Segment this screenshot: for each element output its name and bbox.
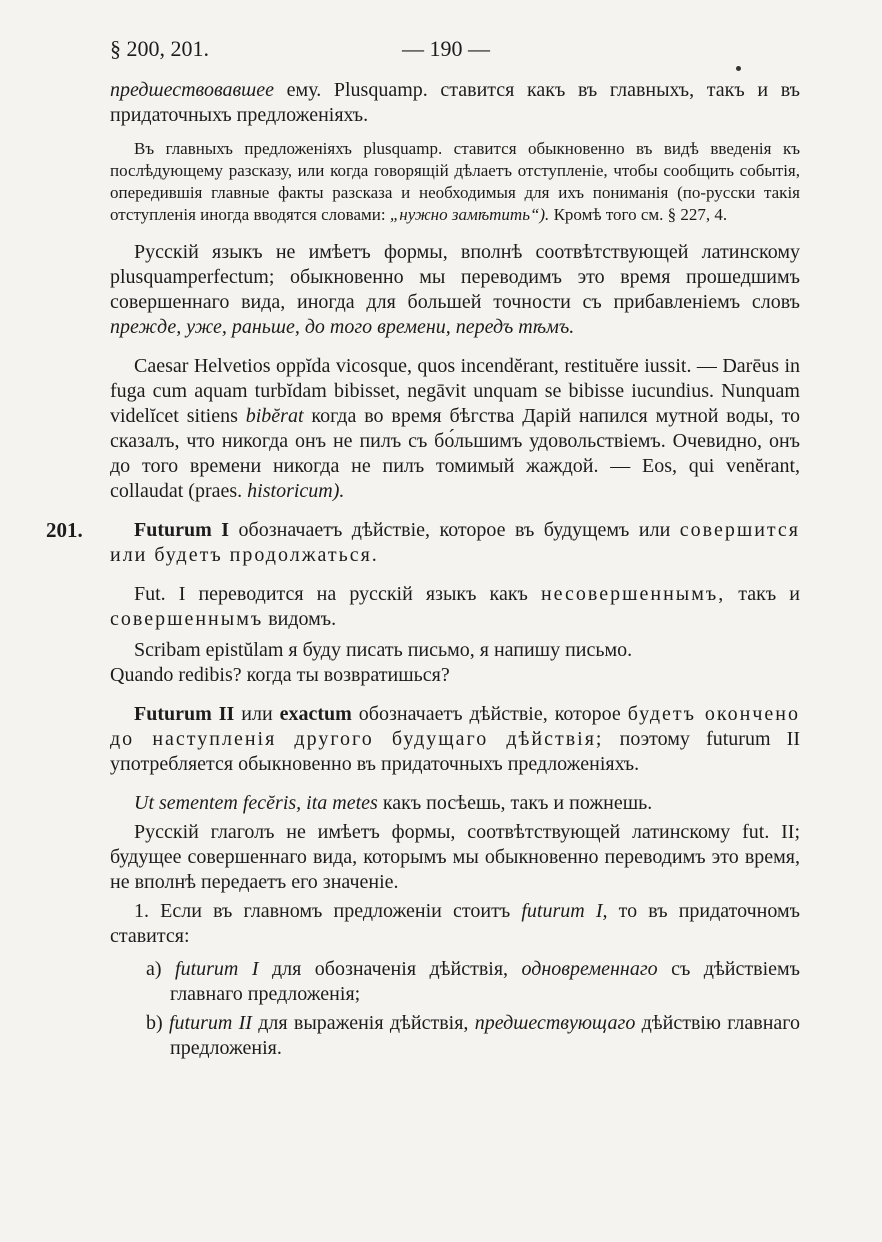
paragraph-text: Fut. I переводится на русскій языкъ какъ bbox=[134, 583, 541, 605]
note-rest: Кромѣ того см. § 227, 4. bbox=[549, 205, 728, 224]
note-italic: „нужно замѣтить“). bbox=[389, 205, 550, 224]
section-number: 201. bbox=[46, 518, 83, 542]
ink-dot bbox=[736, 66, 741, 71]
spaced-text: совершится или будетъ продолжаться. bbox=[110, 519, 800, 566]
example-proverb bbox=[110, 791, 800, 816]
paragraph-text: или bbox=[234, 703, 280, 725]
italic-term: futurum I bbox=[175, 958, 259, 980]
example-line: Scribam epistŭlam я буду писать письмо, я напишу письмо. bbox=[134, 639, 633, 661]
list-marker: b) bbox=[146, 1012, 163, 1034]
paragraph-text: для выраженія дѣйствія, bbox=[251, 1012, 475, 1034]
paragraph-russian-fut-ii: Русскій глаголъ не имѣетъ формы, соотвѣтствующей латинскому fut. II; будущее совершеннаго вида, которымъ мы обыкновенно переводимъ это время, не вполнѣ передаетъ его значеніе. bbox=[110, 821, 800, 893]
section-201 bbox=[46, 518, 800, 568]
italic-words: прежде, уже, раньше, до того времени, передъ тѣмъ. bbox=[110, 316, 575, 338]
paragraph-text: обозначаетъ дѣйствіе, которое bbox=[351, 703, 628, 725]
spaced-text: будетъ окончено до наступленія другого будущаго дѣйствія; bbox=[110, 703, 800, 750]
bold-term: Futurum II bbox=[134, 703, 235, 725]
paragraph-text: поэтому futurum II употребляется обыкновенно въ придаточныхъ предложеніяхъ. bbox=[110, 728, 800, 775]
paragraph-text: то въ придаточномъ ставится: bbox=[110, 900, 800, 947]
note-text: Въ главныхъ предложеніяхъ plusquamp. ставится обыкновенно въ видѣ введенія къ послѣдующему разсказу, или когда говорящій дѣлаетъ отступленіе, чтобы сообщить событія, опередившія главные факты разсказа и необходимыя для ихъ пониманія (по-русски такія отступленія иногда вводятся словами: bbox=[110, 139, 800, 224]
italic-latin: Ut sementem fecĕris, ita metes bbox=[134, 792, 378, 814]
note-paragraph bbox=[110, 138, 800, 226]
bold-term: Futurum I bbox=[134, 519, 230, 541]
list-marker: a) bbox=[146, 958, 162, 980]
paragraph-fut-translation bbox=[110, 582, 800, 632]
paragraph-text: такъ и bbox=[725, 583, 800, 605]
list-item bbox=[110, 1011, 800, 1061]
example-translation: когда во время бѣгства Дарій напился мутной воды, то сказалъ, что никогда онъ не пилъ съ бо́льшимъ удовольствіемъ. Очевидно, онъ до того времени никогда не пилъ томимый жаждой. — Eos, qui venĕrant, collaudat (praes. bbox=[110, 405, 800, 502]
example-line: Quando redibis? когда ты возвратишься? bbox=[110, 664, 450, 686]
paragraph-text: съ дѣйствіемъ главнаго предложенія; bbox=[170, 958, 800, 1005]
paragraph-text: 1. Если въ главномъ предложеніи стоитъ bbox=[134, 900, 522, 922]
page-body bbox=[46, 78, 801, 1061]
paragraph-plusquamp-usage bbox=[110, 78, 800, 128]
page-header bbox=[110, 36, 800, 66]
italic-term: futurum I, bbox=[521, 900, 608, 922]
italic-word: одновременнаго bbox=[521, 958, 658, 980]
paragraph-text: для обозначенія дѣйствія, bbox=[258, 958, 522, 980]
example-latin: Caesar Helvetios oppĭda vicosque, quos incendĕrant, restituĕre iussit. — Darēus in fuga cum aquam turbĭdam bibisset, negāvit unquam se bibisse iucundius. Nunquam videlĭcet sitiens bbox=[110, 355, 800, 427]
paragraph-examples bbox=[110, 354, 800, 504]
paragraph-text: обозначаетъ дѣйствіе, которое въ будущемъ или bbox=[229, 519, 680, 541]
spaced-text: несовершеннымъ, bbox=[540, 583, 726, 605]
list-item bbox=[110, 957, 800, 1007]
italic-term: futurum II bbox=[168, 1012, 252, 1034]
paragraph-text: дѣйствію главнаго предложенія. bbox=[170, 1012, 801, 1059]
italic-word: bibĕrat bbox=[245, 405, 304, 427]
bold-term: exactum bbox=[279, 703, 352, 725]
italic-term: предшествовавшее bbox=[110, 79, 275, 101]
italic-term: historicum). bbox=[247, 480, 345, 502]
spaced-text: совершеннымъ bbox=[110, 608, 264, 630]
paragraph-futurum-ii bbox=[110, 702, 800, 777]
paragraph-rule-1 bbox=[110, 899, 800, 949]
italic-word: предшествующаго bbox=[474, 1012, 636, 1034]
paragraph-russian-equivalent bbox=[110, 240, 800, 340]
paragraph-text: ему. Plusquamp. ставится какъ въ главныхъ, такъ и въ придаточныхъ предложеніяхъ. bbox=[110, 79, 800, 126]
paragraph-text: какъ посѣешь, такъ и пожнешь. bbox=[377, 792, 653, 814]
paragraph-text: Русскій языкъ не имѣетъ формы, вполнѣ соотвѣтствующей латинскому plusquamperfectum; обыкновенно мы переводимъ это время прошедшимъ совершеннаго вида, иногда для большей точности съ прибавленіемъ словъ bbox=[110, 241, 800, 313]
section-reference: § 200, 201. bbox=[110, 36, 209, 61]
page-number: — 190 — bbox=[402, 36, 490, 61]
paragraph-text: видомъ. bbox=[263, 608, 337, 630]
